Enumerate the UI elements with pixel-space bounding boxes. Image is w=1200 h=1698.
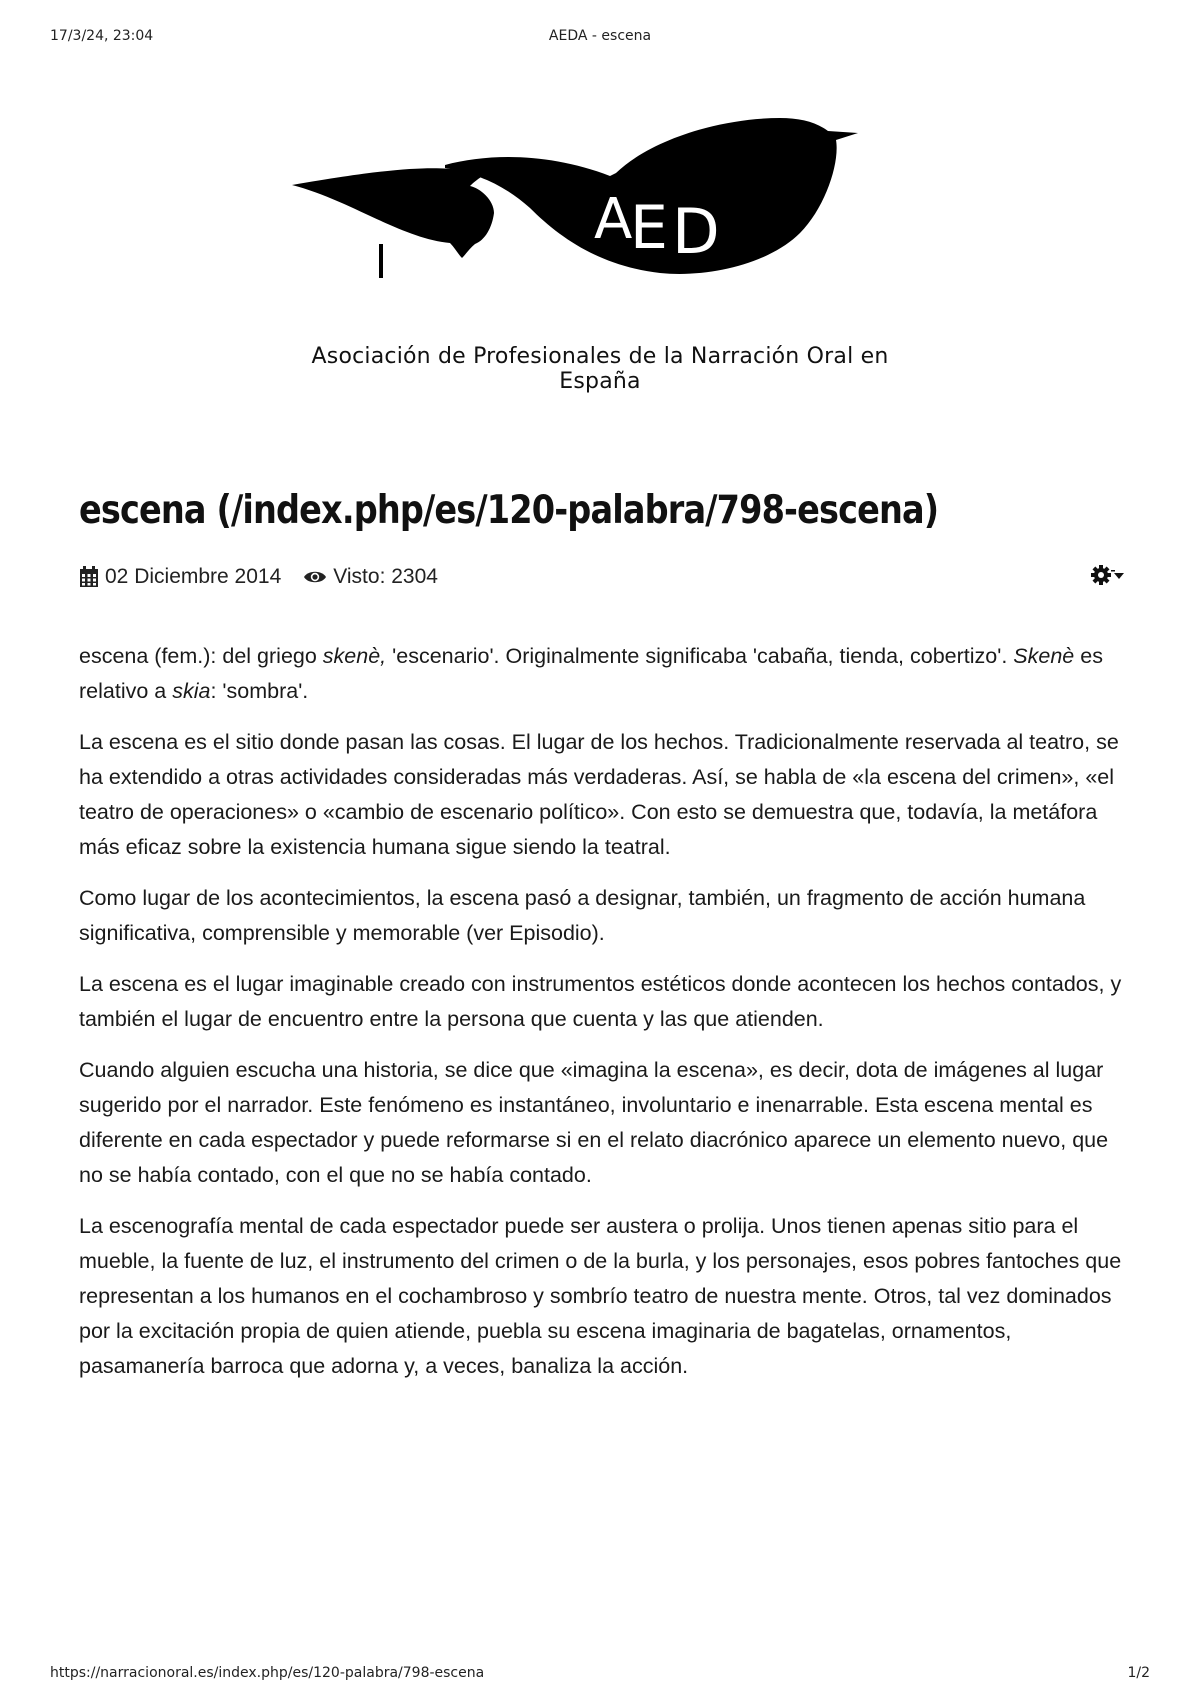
italic-term: Skenè [1013, 644, 1075, 668]
print-page-title: AEDA - escena [548, 28, 652, 44]
logo-letter-d: D [672, 195, 720, 268]
caret-down-icon [1111, 570, 1125, 580]
published-date-text: 02 Diciembre 2014 [105, 565, 282, 588]
aeda-bird-logo [280, 108, 920, 308]
logo-tagline: Asociación de Profesionales de la Narración Oral en España [311, 344, 889, 394]
body-paragraph [79, 1209, 1129, 1384]
text-run: escena (fem.): del griego [79, 644, 323, 668]
text-run: La escena es el sitio donde pasan las cosas. El lugar de los hechos. Tradicionalmente reservada al teatro, se ha extendido a otras actividades consideradas más verdaderas. Así, se habla de «la escena del crimen», «el teatro de operaciones» o «cambio de escenario político». Con esto se demuestra que, todavía, la metáfora más eficaz sobre la existencia humana sigue siendo la teatral. [79, 730, 1119, 859]
body-paragraph [79, 881, 1129, 951]
text-run: es relativo a [79, 644, 1103, 703]
print-date: 17/3/24, 23:04 [50, 28, 154, 44]
site-logo[interactable] [280, 108, 920, 394]
logo-letter-e: E [630, 193, 668, 263]
gear-icon [1091, 565, 1111, 585]
text-run: 'escenario'. Originalmente significaba 'cabaña, tienda, cobertizo'. [386, 644, 1014, 668]
article-title[interactable]: escena (/index.php/es/120-palabra/798-escena) [79, 488, 939, 533]
view-count [303, 565, 438, 589]
eye-icon [303, 569, 327, 585]
body-paragraph [79, 725, 1129, 865]
page-counter: 1/2 [1127, 1665, 1150, 1681]
body-paragraph [79, 967, 1129, 1037]
text-run: La escenografía mental de cada espectador puede ser austera o prolija. Unos tienen apenas sitio para el mueble, la fuente de luz, el instrumento del crimen o de la burla, y los personajes, esos pobres fantoches que representan a los humanos en el cochambroso y sombrío teatro de nuestra mente. Otros, tal vez dominados por la excitación propia de quien atiende, puebla su escena imaginaria de bagatelas, ornamentos, pasamanería barroca que adorna y, a veces, banaliza la acción. [79, 1214, 1122, 1378]
italic-term: skenè, [322, 644, 387, 668]
body-paragraph [79, 639, 1129, 709]
calendar-icon [79, 566, 99, 588]
article-tools-dropdown[interactable] [1091, 565, 1125, 585]
logo-letter-a1: A [594, 187, 633, 252]
article-body [79, 639, 1129, 1384]
text-run: La escena es el lugar imaginable creado con instrumentos estéticos donde acontecen los hechos contados, y también el lugar de encuentro entre la persona que cuenta y las que atienden. [79, 972, 1122, 1031]
article [79, 488, 1129, 1400]
text-run: Cuando alguien escucha una historia, se dice que «imagina la escena», es decir, dota de imágenes al lugar sugerido por el narrador. Este fenómeno es instantáneo, involuntario e inenarrable. Esta escena mental es diferente en cada espectador y puede reformarse si en el relato diacrónico aparece un elemento nuevo, que no se había contado, con el que no se había contado. [79, 1058, 1109, 1187]
logo-letter-a2: A [720, 134, 755, 192]
text-run: : 'sombra'. [210, 679, 309, 703]
published-date [79, 565, 281, 589]
view-count-text: Visto: 2304 [333, 565, 438, 588]
text-run: Como lugar de los acontecimientos, la escena pasó a designar, también, un fragmento de acción humana significativa, comprensible y memorable (ver Episodio). [79, 886, 1086, 945]
italic-term: skia [172, 679, 211, 703]
article-meta [79, 559, 1129, 595]
body-paragraph [79, 1053, 1129, 1193]
print-url[interactable]: https://narracionoral.es/index.php/es/120-palabra/798-escena [50, 1665, 485, 1681]
